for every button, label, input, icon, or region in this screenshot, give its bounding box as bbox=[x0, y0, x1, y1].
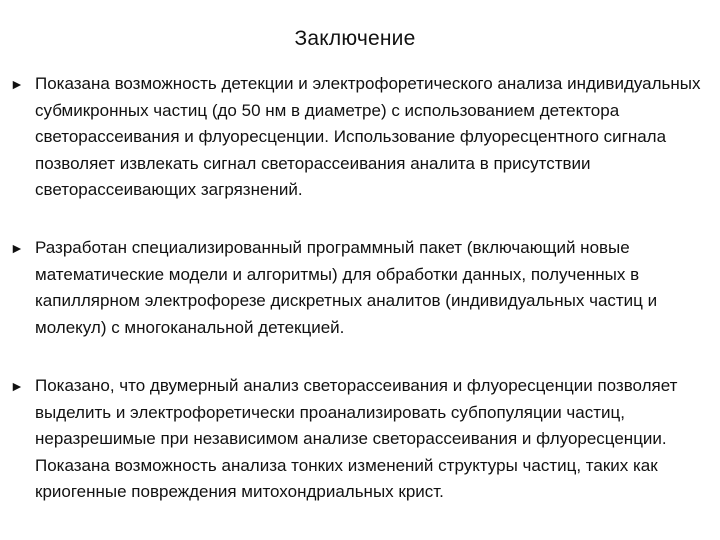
bullet-arrow-icon: ► bbox=[10, 76, 24, 92]
bullet-item bbox=[10, 71, 712, 204]
bullet-text: Показана возможность детекции и электрофоретического анализа индивидуальных субмикронных частиц (до 50 нм в диаметре) с использованием детектора светорассеивания и флуоресценции. Использование флуоресцентного сигнала позволяет извлекать сигнал светорассеивания аналита в присутствии светорассеивающих загрязнений. bbox=[35, 74, 701, 199]
bullet-item bbox=[10, 235, 712, 341]
bullet-text: Разработан специализированный программный пакет (включающий новые математические модели и алгоритмы) для обработки данных, полученных в капиллярном электрофорезе дискретных аналитов (индивидуальных частиц и молекул) с многоканальной детекцией. bbox=[35, 238, 658, 337]
bullet-arrow-icon: ► bbox=[10, 378, 24, 394]
bullet-text: Показано, что двумерный анализ светорассеивания и флуоресценции позволяет выделить и электрофоретически проанализировать субпопуляции частиц, неразрешимые при независимом анализе светорассеивания и флуоресценции. Показана возможность анализа тонких изменений структуры частиц, таких как криогенные повреждения митохондриальных крист. bbox=[35, 376, 678, 501]
slide-title: Заключение bbox=[294, 27, 416, 50]
bullet-item bbox=[10, 373, 712, 506]
bullet-arrow-icon: ► bbox=[10, 240, 24, 256]
